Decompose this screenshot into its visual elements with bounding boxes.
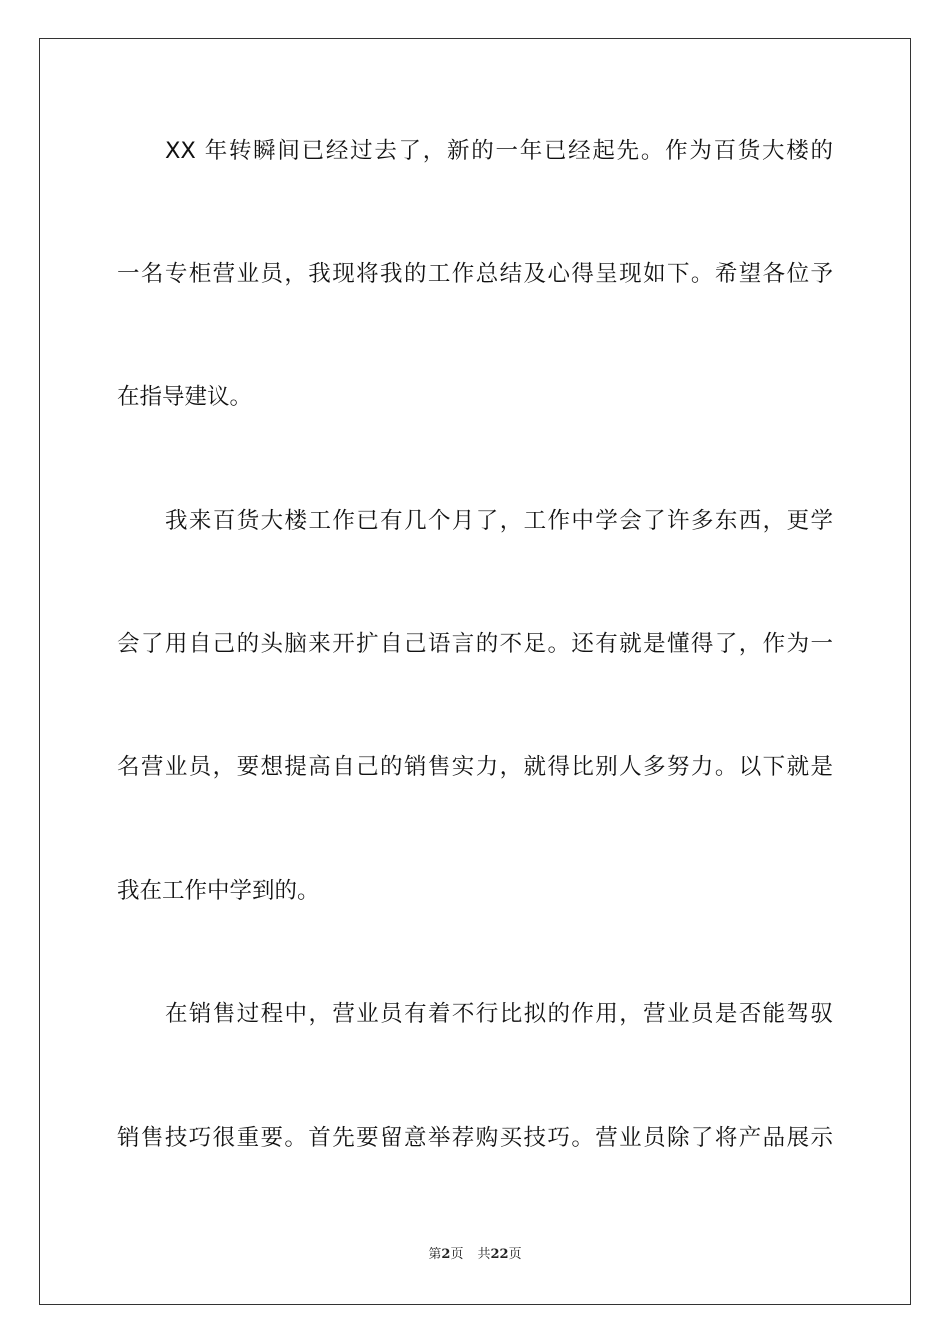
page-footer	[0, 1246, 950, 1264]
paragraph-1-line-2: 一名专柜营业员，我现将我的工作总结及心得呈现如下。希望各位予	[117, 261, 833, 287]
page-suffix: 页	[450, 1247, 464, 1262]
paragraph-2-line-1: 我来百货大楼工作已有几个月了，工作中学会了许多东西，更学	[165, 508, 833, 534]
page-border	[39, 38, 911, 1305]
paragraph-2-line-3: 名营业员，要想提高自己的销售实力，就得比别人多努力。以下就是	[117, 754, 833, 780]
paragraph-3-line-2: 销售技巧很重要。首先要留意举荐购买技巧。营业员除了将产品展示	[117, 1125, 833, 1151]
paragraph-1-line-3: 在指导建议。	[117, 384, 253, 410]
current-page-number: 2	[441, 1247, 451, 1262]
total-prefix: 共	[477, 1247, 491, 1262]
paragraph-3-line-1: 在销售过程中，营业员有着不行比拟的作用，营业员是否能驾驭	[165, 1001, 833, 1027]
total-page-count: 22	[490, 1247, 509, 1262]
page-prefix: 第	[428, 1247, 442, 1262]
paragraph-2-line-2: 会了用自己的头脑来开扩自己语言的不足。还有就是懂得了，作为一	[117, 631, 833, 657]
paragraph-1-line-1: XX 年转瞬间已经过去了，新的一年已经起先。作为百货大楼的	[165, 138, 833, 164]
total-suffix: 页	[508, 1247, 522, 1262]
paragraph-2-line-4: 我在工作中学到的。	[117, 878, 320, 904]
